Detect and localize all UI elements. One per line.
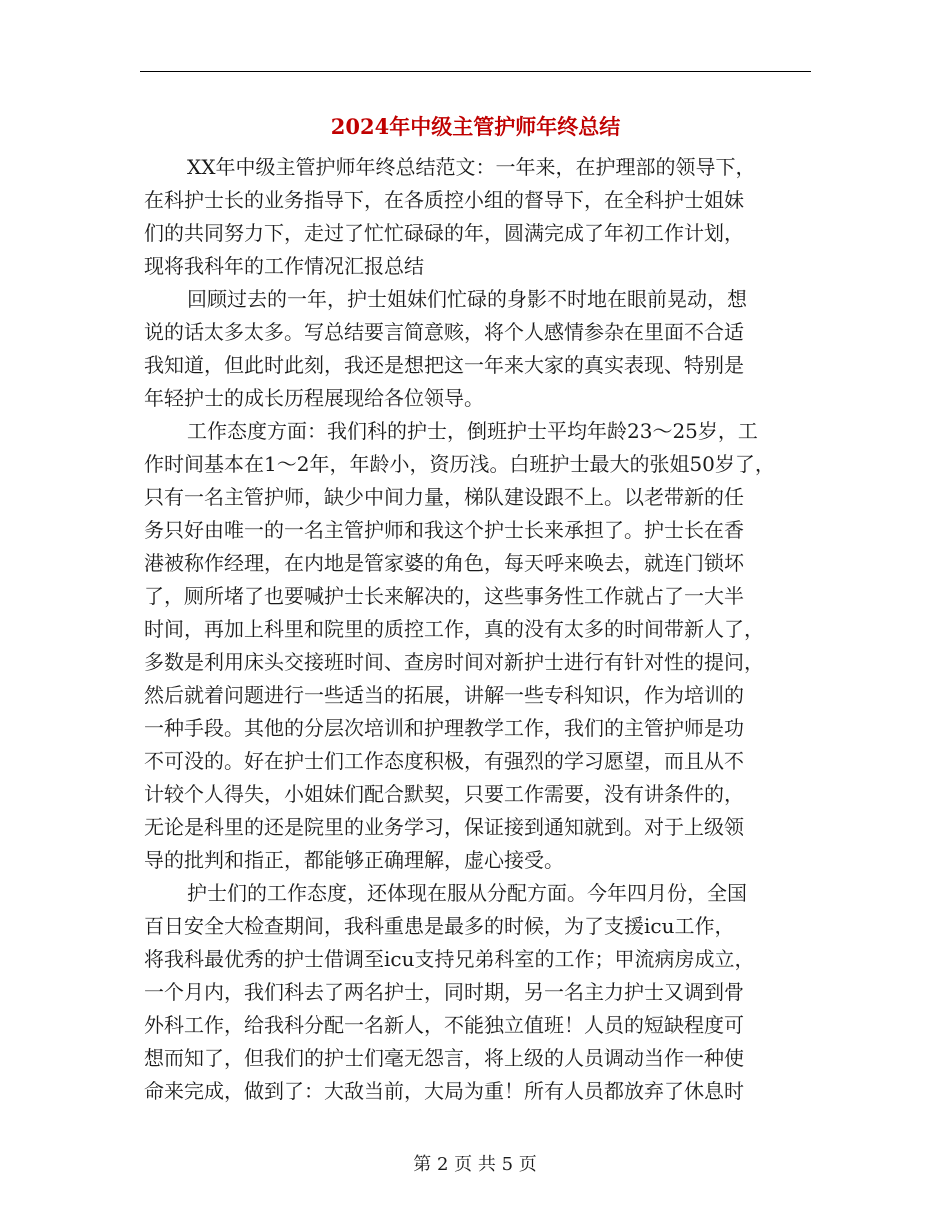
paragraph-line: 将我科最优秀的护士借调至icu支持兄弟科室的工作；甲流病房成立， — [144, 947, 755, 971]
document-body — [144, 151, 812, 1108]
document-title: 2024年中级主管护师年终总结 — [330, 114, 621, 139]
paragraph-line: 说的话太多太多。写总结要言简意赅，将个人感情参杂在里面不合适 — [144, 320, 744, 344]
paragraph-line: 命来完成，做到了：大敌当前，大局为重！所有人员都放弃了休息时 — [144, 1079, 744, 1103]
paragraph-line: 护士们的工作态度，还体现在服从分配方面。今年四月份，全国 — [187, 881, 747, 905]
paragraph-line: 不可没的。好在护士们工作态度积极，有强烈的学习愿望，而且从不 — [144, 749, 744, 773]
paragraph-line: 多数是利用床头交接班时间、查房时间对新护士进行有针对性的提问， — [144, 650, 764, 674]
paragraph-line: 然后就着问题进行一些适当的拓展，讲解一些专科知识，作为培训的 — [144, 683, 744, 707]
paragraph-line: 我知道，但此时此刻，我还是想把这一年来大家的真实表现、特别是 — [144, 353, 744, 377]
paragraph-line: 一种手段。其他的分层次培训和护理教学工作，我们的主管护师是功 — [144, 716, 744, 740]
paragraph-obedience — [144, 877, 812, 1108]
paragraph-review — [144, 283, 812, 415]
paragraph-line: 了，厕所堵了也要喊护士长来解决的，这些事务性工作就占了一大半 — [144, 584, 744, 608]
paragraph-intro — [144, 151, 812, 283]
paragraph-line: XX年中级主管护师年终总结范文：一年来，在护理部的领导下， — [187, 155, 756, 179]
paragraph-line: 们的共同努力下，走过了忙忙碌碌的年，圆满完成了年初工作计划， — [144, 221, 744, 245]
paragraph-line: 导的批判和指正，都能够正确理解，虚心接受。 — [144, 848, 564, 872]
paragraph-line: 百日安全大检查期间，我科重患是最多的时候，为了支援icu工作， — [144, 914, 735, 938]
page-number-footer: 第 2 页 共 5 页 — [413, 1154, 537, 1175]
header-rule — [140, 71, 811, 72]
paragraph-line: 工作态度方面：我们科的护士，倒班护士平均年龄23～25岁，工 — [187, 419, 758, 443]
paragraph-line: 时间，再加上科里和院里的质控工作，真的没有太多的时间带新人了， — [144, 617, 764, 641]
paragraph-line: 港被称作经理，在内地是管家婆的角色，每天呼来唤去，就连门锁坏 — [144, 551, 744, 575]
paragraph-work-attitude — [144, 415, 812, 877]
paragraph-line: 一个月内，我们科去了两名护士，同时期，另一名主力护士又调到骨 — [144, 980, 744, 1004]
paragraph-line: 作时间基本在1～2年，年龄小，资历浅。白班护士最大的张姐50岁了， — [144, 452, 775, 476]
paragraph-line: 在科护士长的业务指导下，在各质控小组的督导下，在全科护士姐妹 — [144, 188, 744, 212]
paragraph-line: 无论是科里的还是院里的业务学习，保证接到通知就到。对于上级领 — [144, 815, 744, 839]
paragraph-line: 年轻护士的成长历程展现给各位领导。 — [144, 386, 484, 410]
paragraph-line: 现将我科年的工作情况汇报总结 — [144, 254, 424, 278]
paragraph-line: 想而知了，但我们的护士们毫无怨言，将上级的人员调动当作一种使 — [144, 1046, 744, 1070]
paragraph-line: 只有一名主管护师，缺少中间力量，梯队建设跟不上。以老带新的任 — [144, 485, 744, 509]
paragraph-line: 务只好由唯一的一名主管护师和我这个护士长来承担了。护士长在香 — [144, 518, 744, 542]
paragraph-line: 回顾过去的一年，护士姐妹们忙碌的身影不时地在眼前晃动，想 — [187, 287, 747, 311]
paragraph-line: 外科工作，给我科分配一名新人，不能独立值班！人员的短缺程度可 — [144, 1013, 744, 1037]
paragraph-line: 计较个人得失，小姐妹们配合默契，只要工作需要，没有讲条件的， — [144, 782, 744, 806]
